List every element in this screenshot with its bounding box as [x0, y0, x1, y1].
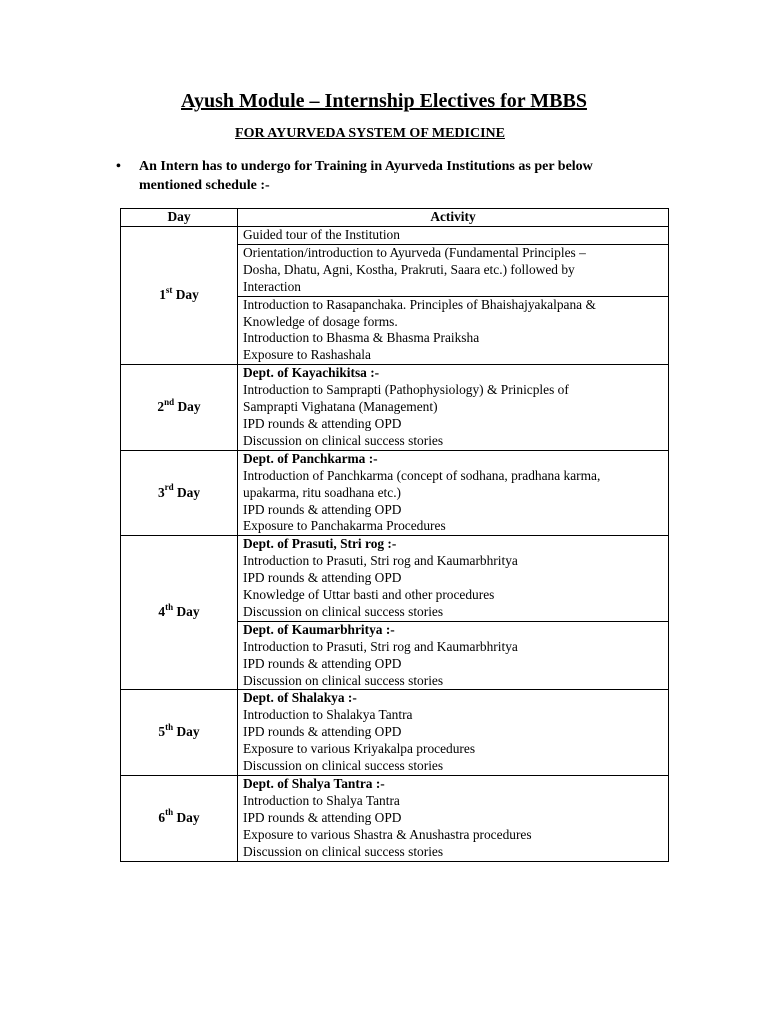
bullet-text	[139, 157, 679, 195]
activity-cell: Dept. of Shalakya :- Introduction to Shalakya Tantra IPD rounds & attending OPD Exposure to various Kriyakalpa procedures Discussion on clinical success stories	[238, 690, 669, 776]
day-cell-5: 5th Day	[121, 690, 238, 776]
activity-cell: Dept. of Kayachikitsa :- Introduction to Samprapti (Pathophysiology) & Prinicples of Samprapti Vighatana (Management) IPD rounds & attending OPD Discussion on clinical success stories	[238, 365, 669, 451]
table-row	[121, 227, 669, 245]
schedule-table	[120, 208, 669, 862]
dept-heading: Dept. of Panchkarma :-	[243, 450, 378, 466]
dept-heading: Dept. of Kaumarbhritya :-	[243, 621, 395, 637]
activity-cell: Introduction to Rasapanchaka. Principles of Bhaishajyakalpana & Knowledge of dosage forms. Introduction to Bhasma & Bhasma Praiksha Exposure to Rashashala	[238, 296, 669, 365]
day-cell-2: 2nd Day	[121, 365, 238, 451]
table-row	[121, 776, 669, 862]
activity-cell: Dept. of Prasuti, Stri rog :- Introduction to Prasuti, Stri rog and Kaumarbhritya IPD rounds & attending OPD Knowledge of Uttar basti and other procedures Discussion on clinical success stories	[238, 536, 669, 622]
bullet-line: mentioned schedule :-	[139, 178, 270, 193]
activity-cell: Guided tour of the Institution	[238, 227, 669, 245]
day-cell-6: 6th Day	[121, 776, 238, 862]
table-row	[121, 690, 669, 776]
header-activity: Activity	[238, 209, 669, 227]
dept-heading: Dept. of Shalakya :-	[243, 690, 357, 706]
table-header-row	[121, 209, 669, 227]
day-cell-4: 4th Day	[121, 536, 238, 690]
bullet-line: An Intern has to undergo for Training in Ayurveda Institutions as per below	[139, 159, 593, 174]
activity-cell: Dept. of Shalya Tantra :- Introduction to Shalya Tantra IPD rounds & attending OPD Exposure to various Shastra & Anushastra procedures Discussion on clinical success stories	[238, 776, 669, 862]
day-cell-3: 3rd Day	[121, 450, 238, 536]
bullet-symbol: •	[116, 159, 121, 174]
dept-heading: Dept. of Kayachikitsa :-	[243, 365, 380, 381]
table-row	[121, 365, 669, 451]
dept-heading: Dept. of Prasuti, Stri rog :-	[243, 536, 397, 552]
activity-cell: Orientation/introduction to Ayurveda (Fundamental Principles – Dosha, Dhatu, Agni, Kostha, Prakruti, Saara etc.) followed by Interaction	[238, 244, 669, 296]
page-title: Ayush Module – Internship Electives for MBBS	[181, 90, 587, 112]
dept-heading: Dept. of Shalya Tantra :-	[243, 776, 385, 791]
table-row	[121, 450, 669, 536]
activity-cell: Dept. of Panchkarma :- Introduction of Panchkarma (concept of sodhana, pradhana karma, upakarma, ritu soadhana etc.) IPD rounds & attending OPD Exposure to Panchakarma Procedures	[238, 450, 669, 536]
header-day: Day	[121, 209, 238, 227]
day-cell-1: 1st Day	[121, 227, 238, 365]
activity-cell: Dept. of Kaumarbhritya :- Introduction to Prasuti, Stri rog and Kaumarbhritya IPD rounds & attending OPD Discussion on clinical success stories	[238, 621, 669, 690]
page-subtitle: FOR AYURVEDA SYSTEM OF MEDICINE	[235, 126, 505, 141]
table-row	[121, 536, 669, 622]
